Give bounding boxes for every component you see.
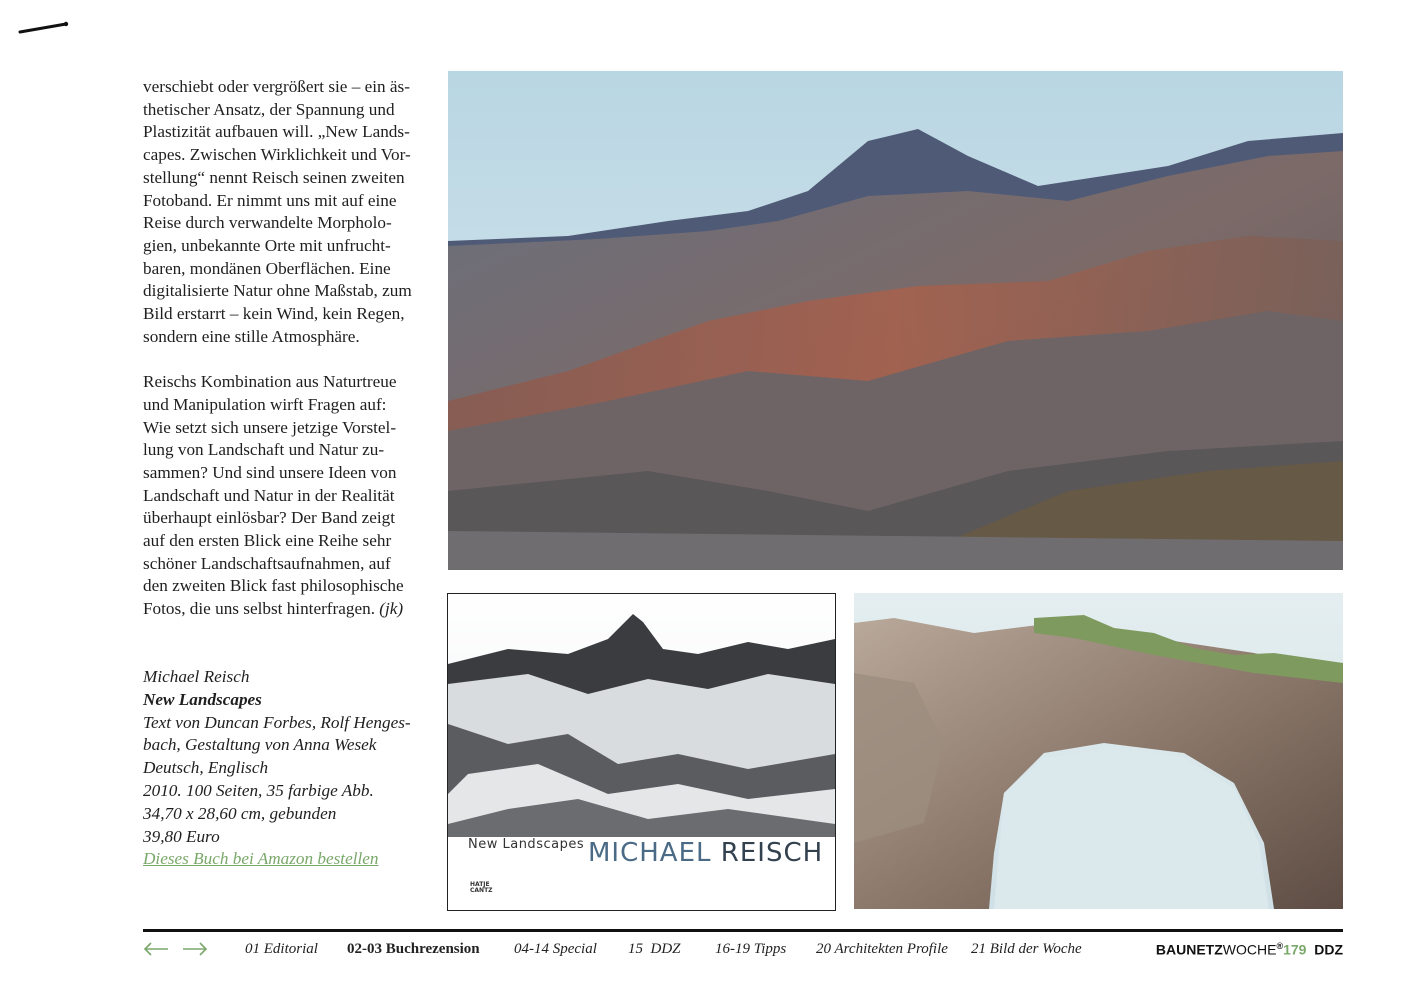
book-credits-line-2: bach, Gestaltung von Anna Wesek bbox=[143, 735, 377, 755]
nav-special[interactable]: 04-14 Special bbox=[514, 941, 597, 957]
cover-series-label: New Landscapes bbox=[468, 837, 585, 852]
corner-mark-icon bbox=[18, 20, 70, 34]
baunetzwoche-logo: BAUNETZWOCHE®179 DDZ bbox=[1155, 941, 1343, 958]
footer-nav bbox=[143, 938, 1343, 966]
nav-ddz[interactable]: 15 DDZ bbox=[628, 941, 681, 957]
cover-author: MICHAEL REISCH bbox=[588, 838, 824, 868]
book-title: New Landscapes bbox=[143, 689, 262, 709]
nav-buchrezension[interactable]: 02-03 Buchrezension bbox=[347, 941, 480, 957]
nav-tipps[interactable]: 16-19 Tipps bbox=[715, 941, 787, 957]
nav-editorial[interactable]: 01 Editorial bbox=[245, 941, 318, 957]
article-body bbox=[143, 76, 435, 644]
book-info bbox=[143, 666, 435, 871]
footer-rule bbox=[143, 929, 1343, 932]
book-credits-line-1: Text von Duncan Forbes, Rolf Henges- bbox=[143, 712, 411, 732]
book-languages: Deutsch, Englisch bbox=[143, 758, 269, 778]
nav-bild-der-woche[interactable]: 21 Bild der Woche bbox=[971, 941, 1082, 957]
book-details: 2010. 100 Seiten, 35 farbige Abb. bbox=[143, 780, 374, 800]
book-cover bbox=[447, 593, 836, 911]
arrow-left-icon[interactable] bbox=[143, 942, 169, 956]
section-label: DDZ bbox=[1314, 941, 1343, 958]
book-format: 34,70 x 28,60 cm, gebunden bbox=[143, 803, 337, 823]
main-landscape-photo bbox=[448, 71, 1343, 570]
article-paragraph-1: verschiebt oder vergrößert sie – ein äs- thetischer Ansatz, der Spannung und Plastizität aufbauen will. „New Lands- capes. Zwischen Wirklichkeit und Vor- stellung“ nennt Reisch seinen zweiten Fotoband. Er nimmt uns mit auf eine Reise durch verwandelte Morpholo- gien, unbekannte Orte mit unfrucht- baren, mondänen Oberflächen. Eine digitalisierte Natur ohne Maßstab, zum Bild erstarrt – kein Wind, kein Regen, sondern eine stille Atmosphäre. bbox=[143, 77, 412, 346]
nav-architekten-profile[interactable]: 20 Architekten Profile bbox=[816, 941, 948, 957]
cover-publisher-logo: HATJE CANTZ bbox=[470, 881, 493, 894]
issue-number: 179 bbox=[1283, 941, 1307, 958]
author-tag: (jk) bbox=[379, 599, 404, 619]
amazon-link[interactable]: Dieses Buch bei Amazon bestellen bbox=[143, 849, 379, 869]
book-price: 39,80 Euro bbox=[143, 826, 220, 846]
arrow-right-icon[interactable] bbox=[182, 942, 208, 956]
book-author: Michael Reisch bbox=[143, 667, 250, 686]
rock-arch-photo bbox=[854, 593, 1343, 909]
article-paragraph-2: Reischs Kombination aus Naturtreue und Manipulation wirft Fragen auf: Wie setzt sich unsere jetzige Vorstel- lung von Landschaft und Natur zu- sammen? Und sind unsere Ideen von Landschaft und Natur in der Realität überhaupt einlösbar? Der Band zeigt auf den ersten Blick eine Reihe sehr schöner Landschaftsaufnahmen, auf den zweiten Blick fast philosophische Fotos, die uns selbst hinterfragen. (jk) bbox=[143, 372, 404, 619]
